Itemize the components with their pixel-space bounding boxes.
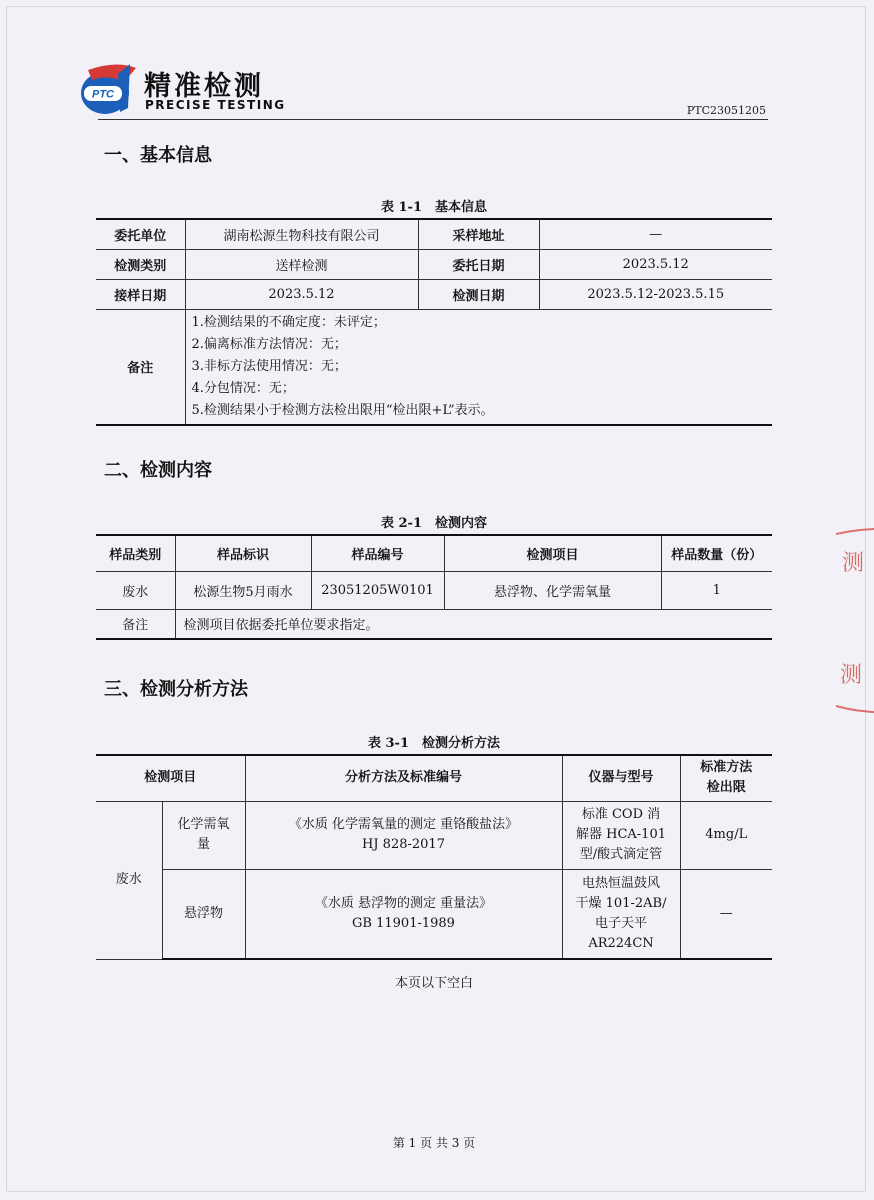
value-receipt-date: 2023.5.12 bbox=[185, 279, 418, 309]
cell-limit: 4mg/L bbox=[680, 801, 772, 869]
note-line: 5.检测结果小于检测方法检出限用“检出限+L”表示。 bbox=[191, 402, 494, 418]
basic-info-table bbox=[96, 218, 772, 426]
stamp-text: 测 bbox=[842, 551, 865, 576]
cell-item: 悬浮物 bbox=[162, 869, 245, 959]
header-instrument: 仪器与型号 bbox=[562, 755, 680, 801]
table-caption-2-1: 表 2-1 检测内容 bbox=[380, 516, 487, 531]
logo-mark-text: PTC bbox=[92, 88, 114, 101]
cell-sample-count: 1 bbox=[661, 571, 772, 609]
note-line: 1.检测结果的不确定度：未评定； bbox=[191, 314, 386, 330]
cell-item bbox=[162, 801, 245, 869]
logo-english-text: PRECISE TESTING bbox=[145, 98, 286, 112]
table-row bbox=[96, 249, 772, 279]
header-sample-id: 样品标识 bbox=[175, 535, 311, 571]
cell-sample-number: 23051205W0101 bbox=[311, 571, 444, 609]
instrument-line: 解器 HCA-101 bbox=[575, 827, 666, 842]
analysis-methods-table bbox=[96, 754, 772, 960]
table-row bbox=[96, 309, 772, 425]
section-title-basic-info: 一、基本信息 bbox=[104, 145, 212, 166]
table-header-row bbox=[96, 755, 772, 801]
table-row bbox=[96, 571, 772, 609]
table-row bbox=[96, 279, 772, 309]
note-line: 4.分包情况：无； bbox=[191, 380, 295, 396]
label-test-date: 检测日期 bbox=[418, 279, 539, 309]
table-row bbox=[96, 801, 772, 869]
label-test-category: 检测类别 bbox=[96, 249, 185, 279]
header-sample-number: 样品编号 bbox=[311, 535, 444, 571]
label-notes: 备注 bbox=[96, 309, 185, 425]
blank-below-note: 本页以下空白 bbox=[394, 976, 473, 991]
item-line: 量 bbox=[196, 837, 210, 852]
notes-cell bbox=[185, 309, 772, 425]
instrument-line: 电热恒温鼓风 bbox=[581, 875, 660, 891]
header-sample-count: 样品数量（份） bbox=[661, 535, 772, 571]
instrument-line: 干燥 101-2AB/ bbox=[575, 895, 667, 911]
cell-instrument bbox=[562, 801, 680, 869]
header-sample-type: 样品类别 bbox=[96, 535, 175, 571]
table-caption-3-1: 表 3-1 检测分析方法 bbox=[367, 736, 500, 751]
instrument-line: 型/酸式滴定管 bbox=[579, 847, 663, 862]
header-test-item: 检测项目 bbox=[96, 755, 245, 801]
stamp-text: 测 bbox=[840, 663, 863, 688]
cell-sample-type: 废水 bbox=[96, 571, 175, 609]
instrument-line: AR224CN bbox=[588, 935, 654, 951]
label-receipt-date: 接样日期 bbox=[96, 279, 185, 309]
company-logo bbox=[78, 60, 298, 118]
value-test-category: 送样检测 bbox=[185, 249, 418, 279]
report-number: PTC23051205 bbox=[686, 104, 766, 117]
method-line: 《水质 悬浮物的测定 重量法》 bbox=[314, 895, 493, 911]
header-limit-line: 标准方法 bbox=[700, 760, 753, 776]
table-caption-1-1: 表 1-1 基本信息 bbox=[380, 200, 487, 215]
label-client: 委托单位 bbox=[96, 219, 185, 249]
value-client: 湖南松源生物科技有限公司 bbox=[185, 219, 418, 249]
instrument-line: 标准 COD 消 bbox=[581, 807, 661, 822]
cell-sample-id: 松源生物5月雨水 bbox=[175, 571, 311, 609]
item-line: 化学需氧 bbox=[177, 817, 230, 832]
label-commission-date: 委托日期 bbox=[418, 249, 539, 279]
value-sampling-address: — bbox=[539, 219, 772, 249]
header-test-items: 检测项目 bbox=[444, 535, 661, 571]
cell-instrument bbox=[562, 869, 680, 959]
cell-method bbox=[245, 869, 562, 959]
cell-category: 废水 bbox=[96, 801, 162, 959]
method-standard: HJ 828-2017 bbox=[362, 837, 445, 852]
logo-chinese-text: 精准检测 bbox=[144, 71, 264, 102]
header-limit-line: 检出限 bbox=[706, 780, 746, 796]
header-detection-limit bbox=[680, 755, 772, 801]
cell-limit: — bbox=[680, 869, 772, 959]
notes-cell: 检测项目依据委托单位要求指定。 bbox=[175, 609, 772, 639]
table-row bbox=[96, 869, 772, 959]
table-row bbox=[96, 609, 772, 639]
method-line: 《水质 化学需氧量的测定 重铬酸盐法》 bbox=[288, 817, 519, 832]
note-line: 2.偏离标准方法情况：无； bbox=[191, 336, 347, 352]
note-line: 3.非标方法使用情况：无； bbox=[191, 358, 347, 374]
table-row bbox=[96, 219, 772, 249]
label-sampling-address: 采样地址 bbox=[418, 219, 539, 249]
label-notes: 备注 bbox=[96, 609, 175, 639]
ptc-logo-icon bbox=[78, 60, 140, 118]
value-test-date: 2023.5.12-2023.5.15 bbox=[539, 279, 772, 309]
section-title-analysis-methods: 三、检测分析方法 bbox=[104, 679, 248, 700]
page-number: 第 1 页 共 3 页 bbox=[392, 1136, 476, 1150]
method-standard: GB 11901-1989 bbox=[352, 915, 455, 931]
header-method: 分析方法及标准编号 bbox=[245, 755, 562, 801]
cell-method bbox=[245, 801, 562, 869]
table-header-row bbox=[96, 535, 772, 571]
instrument-line: 电子天平 bbox=[594, 915, 647, 931]
red-seal-stamp bbox=[832, 526, 874, 716]
cell-test-items: 悬浮物、化学需氧量 bbox=[444, 571, 661, 609]
test-content-table bbox=[96, 534, 772, 640]
section-title-test-content: 二、检测内容 bbox=[104, 460, 212, 481]
header-divider bbox=[98, 119, 768, 120]
value-commission-date: 2023.5.12 bbox=[539, 249, 772, 279]
